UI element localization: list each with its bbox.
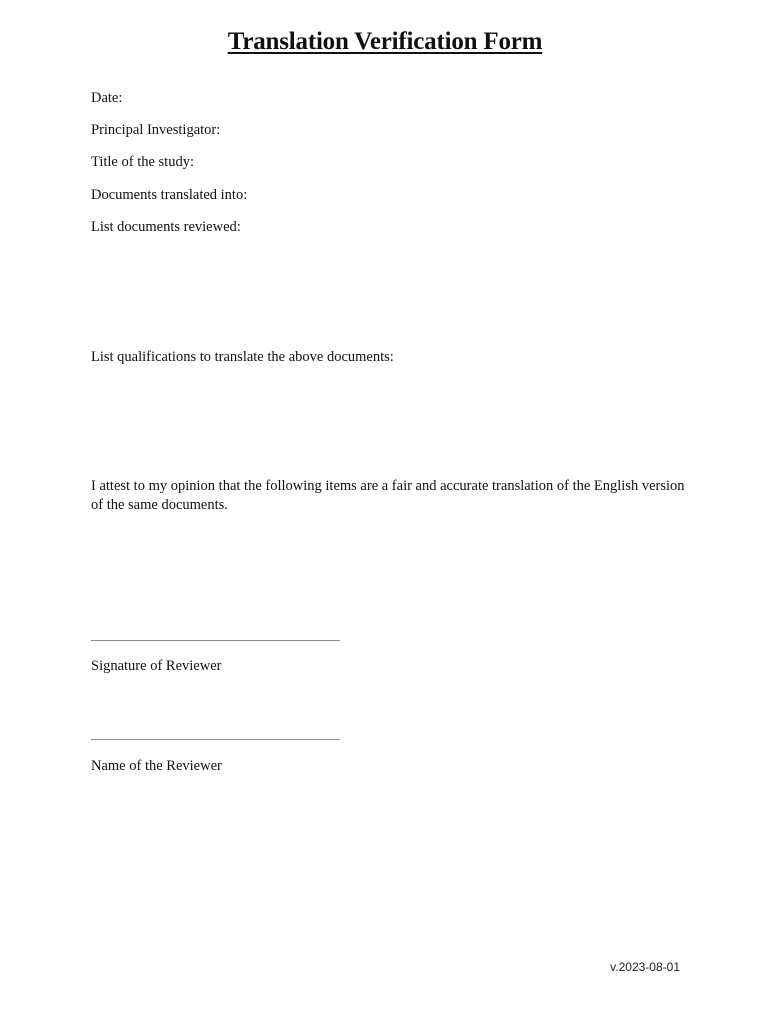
principal-investigator-label: Principal Investigator: bbox=[91, 122, 221, 138]
qualifications-label: List qualifications to translate the above documents: bbox=[91, 349, 394, 365]
signature-label: Signature of Reviewer bbox=[91, 658, 222, 674]
name-line bbox=[91, 739, 340, 740]
attestation-statement: I attest to my opinion that the following items are a fair and accurate translation of the English version of the same documents. bbox=[91, 478, 685, 513]
signature-line bbox=[91, 640, 340, 641]
date-label: Date: bbox=[91, 90, 123, 106]
name-label: Name of the Reviewer bbox=[91, 758, 222, 774]
version-label: v.2023-08-01 bbox=[610, 960, 680, 974]
documents-reviewed-label: List documents reviewed: bbox=[91, 219, 241, 235]
study-title-label: Title of the study: bbox=[91, 154, 194, 170]
form-title: Translation Verification Form bbox=[227, 28, 543, 55]
documents-translated-into-label: Documents translated into: bbox=[91, 187, 248, 203]
